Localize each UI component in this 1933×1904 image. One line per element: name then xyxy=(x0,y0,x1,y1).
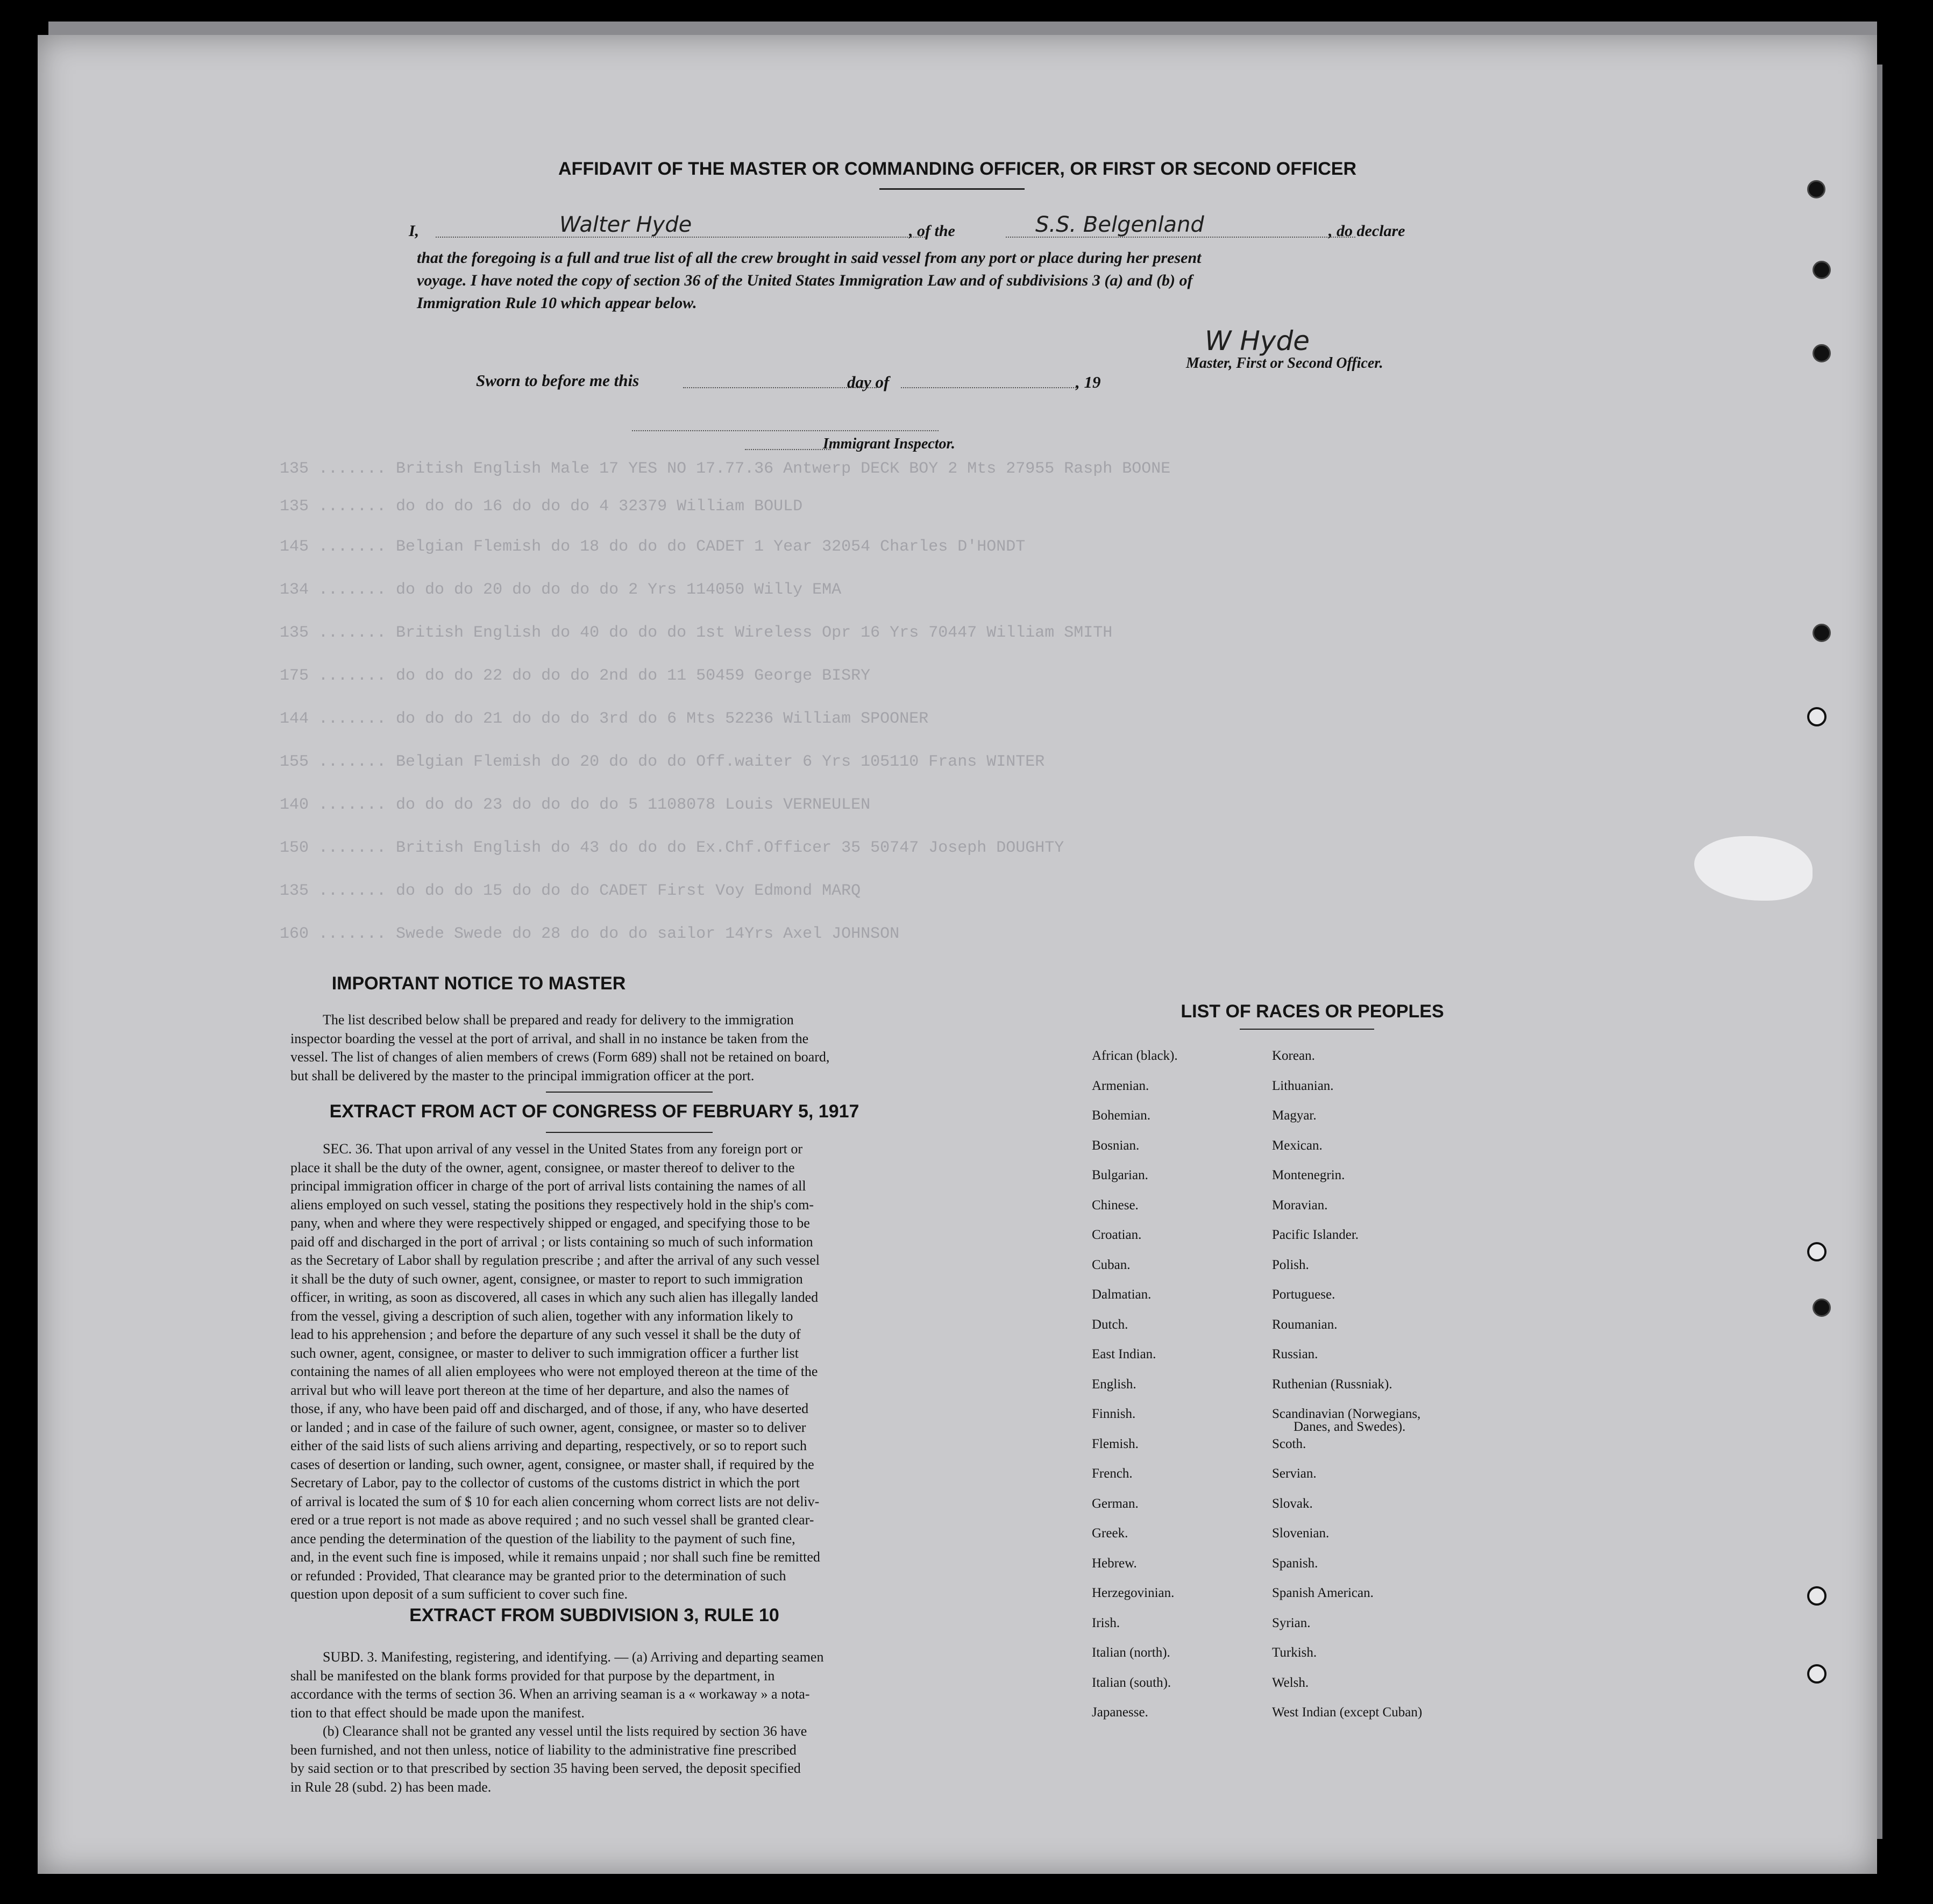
races-left-column xyxy=(1092,1049,1275,1735)
binder-hole xyxy=(1813,261,1831,279)
race-item: West Indian (except Cuban) xyxy=(1272,1705,1423,1720)
master-signature: W Hyde xyxy=(1205,325,1310,356)
race-item: Montenegrin. xyxy=(1272,1168,1345,1182)
extract-rule-title: EXTRACT FROM SUBDIVISION 3, RULE 10 xyxy=(409,1605,779,1625)
race-item: Hebrew. xyxy=(1092,1556,1137,1571)
document-page: 135 ....... British English Male 17 YES NO 17.77.36 Antwerp DECK BOY 2 Mts 27955 Rasph BOONE 135 ....... do do do 16 do do do 4 32379 William BOULD 145 ....... Belgian Flemish do 18 do do do CADET 1 Year 32054 Charles D'HONDT 134 ....... do do do 20 do do do do 2 Yrs 114050 Willy EMA 135 ....... British English do 40 do do do 1st Wireless Opr 16 Yrs 70447 William SMITH 175 ....... do do do 22 do do do 2nd do 11 50459 George BISRY 144 ....... do do do 21 do do do 3rd do 6 Mts 52236 William SPOONER 155 ....... Belgian Flemish do 20 do do do Off.waiter 6 Yrs 105110 Frans WINTER 140 ....... do do do 23 do do do do 5 1108078 Louis VERNEULEN 150 ....... British English do 43 do do do Ex.Chf.Officer 35 50747 Joseph DOUGHTY 135 ....... do do do 15 do do do CADET First Voy Edmond MARQ 160 ....... Swede Swede do 28 do do do sailor 14Yrs Axel JOHNSON AFFIDAVIT OF THE MASTER OR COMMANDING OFFICER, OR FIRST OR SECOND OFFICER I, Walter Hyde , of the S.S. Belgenland , do declare that the foregoing is a full and true list of all the crew brought in said vessel from any port or place during her present voyage. I have noted the copy of section 36 of the United States Immigration Law and of subdivisions 3 (a) and (b) of Immigration Rule 10 which appear below. W Hyde Master, First or Second Officer. Sworn to before me this day of , 19 Immigrant Inspector. IMPORTANT NOTICE TO MASTER The list described below shall be prepared and ready for delivery to the immigration inspector boarding the vessel at the port of arrival, and shall in no instance be taken from the vessel. The list of changes of alien members of crews (Form 689) shall not be retained on board, but shall be delivered by the master to the principal immigration officer at the port. EXTRACT FROM ACT OF CONGRESS OF FEBRUARY 5, 1917 SEC. 36. That upon arrival of any vessel in the United States from any foreign port or place it shall be the duty of the owner, agent, consignee, or master thereof to deliver to the principal immigration officer in charge of the port of arrival lists containing the names of all aliens employed on such vessel, stating the positions they respectively hold in the ship's com- pany, when and where they were respectively shipped or engaged, and specifying those to be paid off and discharged in the port of arrival ; or lists containing so much of such information as the Secretary of Labor shall by regulation prescribe ; and after the arrival of any such vessel it shall be the duty of such owner, agent, consignee, or master to report to such immigration officer, in writing, as soon as discovered, all cases in which any such alien has illegally landed from the vessel, giving a description of such alien, together with any information likely to lead to his apprehension ; and before the departure of any such vessel it shall be the duty of such owner, agent, consignee, or master to deliver to such immigration officer a further list containing the names of all alien employees who were not employed thereon at the time of the arrival but who will leave port thereon at the time of her departure, and also the names of those, if any, who have been paid off and discharged, and of those, if any, who have deserted or landed ; and in case of the failure of such owner, agent, consignee, or master so to deliver either of the said lists of such aliens arriving and departing, respectively, or so to report such cases of desertion or landing, such owner, agent, consignee, or master shall, if required by the Secretary of Labor, pay to the collector of customs of the customs district in which the port of arrival is located the sum of $ 10 for each alien concerning whom correct lists are not deliv- ered or a true report is not made as above required ; and no such vessel shall be granted clear- ance pending the determination of the question of the liability to the payment of such fine, and, in the event such fine is imposed, while it remains unpaid ; nor shall such fine be remitted or refunded : Provided, That clearance may be granted prior to the determination of such question upon deposit of a sum sufficient to cover such fine. EXTRACT FROM SUBDIVISION 3, RULE 10 SUBD. 3. Manifesting, registering, and identifying. — (a) Arriving and departing seamen shall be manifested on the blank forms provided for that purpose by the department, in accordance with the terms of section 36. When an arriving seaman is a « workaway » a nota- tion to that effect should be made upon the manifest. (b) Clearance shall not be granted any vessel until the lists required by section 36 have been furnished, and not then unless, notice of liability to the administrative fine prescribed by said section or to that prescribed by section 35 having been served, the deposit specified in Rule 28 (subd. 2) has been made. LIST OF RACES OR PEOPLES African (black). Armenian. Bohemian. Bosnian. Bulgarian. Chinese. Croatian. Cuban. Dalmatian. Dutch. East Indian. English. Finnish. Flemish. French. German. Greek. Hebrew. Herzegovinian. Irish. Italian (north). Italian (south). Japanesse. Korean. Lithuanian. Magyar. Mexican. Montenegrin. Moravian. Pacific Islander. Polish. Portuguese. Roumanian. Russian. Ruthenian (Russniak). Scandinavian (Norwegians, Danes, and Swedes). Scoth. Servian. Slovak. Slovenian. Spanish. Spanish American. Syrian. Turkish. Welsh. West Indian (except Cuban) xyxy=(38,35,1877,1874)
act-line: lead to his apprehension ; and before the departure of any such vessel it shall be the duty of xyxy=(290,1327,801,1342)
race-item: Cuban. xyxy=(1092,1257,1131,1272)
race-item: Russian. xyxy=(1272,1347,1318,1361)
act-line: such owner, agent, consignee, or master to deliver to such immigration officer a further list xyxy=(290,1345,799,1361)
notice-line: The list described below shall be prepared and ready for delivery to the immigration xyxy=(323,1012,794,1028)
divider xyxy=(1240,1029,1374,1030)
inspector-caption: Immigrant Inspector. xyxy=(823,436,955,452)
rule-line: (b) Clearance shall not be granted any vessel until the lists required by section 36 have xyxy=(323,1723,807,1739)
race-item: Croatian. xyxy=(1092,1228,1142,1242)
race-item: Servian. xyxy=(1272,1466,1317,1481)
affidavit-title: AFFIDAVIT OF THE MASTER OR COMMANDING OFFICER, OR FIRST OR SECOND OFFICER xyxy=(558,159,1356,179)
act-line: principal immigration officer in charge of the port of arrival lists containing the names of all xyxy=(290,1178,806,1194)
binder-hole xyxy=(1813,344,1831,362)
divider xyxy=(546,1132,713,1133)
race-item: Korean. xyxy=(1272,1049,1315,1063)
binder-hole xyxy=(1807,707,1827,726)
act-line: paid off and discharged in the port of arrival ; or lists containing so much of such information xyxy=(290,1233,813,1250)
race-item: Greek. xyxy=(1092,1526,1128,1541)
race-item xyxy=(1272,1407,1498,1437)
race-item: Lithuanian. xyxy=(1272,1078,1334,1093)
act-line: and, in the event such fine is imposed, while it remains unpaid ; nor shall such fine be remitted xyxy=(290,1549,820,1565)
race-item: Syrian. xyxy=(1272,1615,1311,1630)
extract-act-body xyxy=(290,1140,947,1604)
rule-line: been furnished, and not then unless, notice of liability to the administrative fine prescribed xyxy=(290,1742,797,1758)
act-line: question upon deposit of a sum sufficient to cover such fine. xyxy=(290,1586,628,1602)
race-item: Herzegovinian. xyxy=(1092,1586,1175,1600)
act-line: pany, when and where they were respectively shipped or engaged, and specifying those to be xyxy=(290,1215,810,1231)
rule-line: in Rule 28 (subd. 2) has been made. xyxy=(290,1779,492,1795)
vessel-name: S.S. Belgenland xyxy=(1035,212,1204,237)
rule-line: tion to that effect should be made upon the manifest. xyxy=(290,1705,585,1721)
important-notice-body xyxy=(290,1011,947,1085)
race-item: Italian (south). xyxy=(1092,1675,1171,1690)
race-item: African (black). xyxy=(1092,1049,1178,1063)
important-notice-title: IMPORTANT NOTICE TO MASTER xyxy=(331,973,626,994)
race-item: Turkish. xyxy=(1272,1645,1317,1660)
race-item: Finnish. xyxy=(1092,1407,1136,1421)
race-item: Irish. xyxy=(1092,1615,1120,1630)
race-item: Dutch. xyxy=(1092,1317,1128,1332)
race-item: Welsh. xyxy=(1272,1675,1309,1690)
act-line: of arrival is located the sum of $ 10 for each alien concerning whom correct lists are not deliv- xyxy=(290,1493,820,1509)
race-item: Chinese. xyxy=(1092,1197,1139,1213)
affidavit-line2: that the foregoing is a full and true list of all the crew brought in said vessel from any port or place during her present xyxy=(417,249,1202,267)
rule-line: shall be manifested on the blank forms provided for that purpose by the department, in xyxy=(290,1667,775,1684)
sworn-year-label: , 19 xyxy=(1076,373,1101,391)
affidavit-I: I, xyxy=(409,222,420,240)
do-declare-label: , do declare xyxy=(1328,222,1405,240)
race-item: Italian (north). xyxy=(1092,1645,1170,1660)
act-line: or refunded : Provided, That clearance may be granted prior to the determination of such xyxy=(290,1567,786,1584)
race-item: Portuguese. xyxy=(1272,1287,1335,1302)
race-item: German. xyxy=(1092,1496,1139,1511)
race-item: Magyar. xyxy=(1272,1108,1317,1123)
race-item: Flemish. xyxy=(1092,1436,1139,1451)
race-item: Polish. xyxy=(1272,1257,1309,1272)
rule-line: accordance with the terms of section 36. When an arriving seaman is a « workaway » a nota- xyxy=(290,1686,810,1702)
act-line: cases of desertion or landing, such owner, agent, consignee, or master shall, if required by the xyxy=(290,1456,814,1472)
race-item: Slovak. xyxy=(1272,1496,1313,1511)
act-line: as the Secretary of Labor shall by regulation prescribe ; and after the arrival of any such vessel xyxy=(290,1252,820,1268)
inspector-signature-line-2 xyxy=(745,449,831,450)
race-item: Bohemian. xyxy=(1092,1108,1151,1123)
act-line: either of the said lists of such aliens arriving and departing, respectively, or so to report such xyxy=(290,1438,807,1453)
binder-hole xyxy=(1807,180,1825,198)
act-line: those, if any, who have been paid off and discharged, and of those, if any, who have deserted xyxy=(290,1401,809,1416)
binder-hole xyxy=(1813,624,1831,642)
race-item: Slovenian. xyxy=(1272,1526,1330,1541)
notice-line: inspector boarding the vessel at the port of arrival, and shall in no instance be taken from the xyxy=(290,1030,809,1046)
signature-caption: Master, First or Second Officer. xyxy=(1186,355,1383,372)
race-item-continuation: Danes, and Swedes). xyxy=(1294,1420,1406,1434)
master-name: Walter Hyde xyxy=(559,212,692,237)
binder-hole xyxy=(1807,1242,1827,1261)
race-item: Ruthenian (Russniak). xyxy=(1272,1377,1392,1392)
inspector-signature-line xyxy=(632,430,939,431)
race-item: Japanesse. xyxy=(1092,1705,1148,1720)
race-item-text: Scandinavian (Norwegians, xyxy=(1272,1407,1421,1421)
act-line: from the vessel, giving a description of such alien, together with any information likely to xyxy=(290,1308,793,1324)
race-item: East Indian. xyxy=(1092,1347,1156,1361)
notice-line: vessel. The list of changes of alien members of crews (Form 689) shall not be retained on board, xyxy=(290,1049,830,1065)
race-item: Dalmatian. xyxy=(1092,1287,1152,1302)
rule-line: SUBD. 3. Manifesting, registering, and identifying. — (a) Arriving and departing seamen xyxy=(323,1649,824,1665)
binder-hole xyxy=(1813,1299,1831,1317)
notice-line: but shall be delivered by the master to the principal immigration officer at the port. xyxy=(290,1067,755,1083)
race-item: Spanish American. xyxy=(1272,1586,1374,1600)
of-the-label: , of the xyxy=(909,222,955,240)
binder-hole xyxy=(1807,1586,1827,1606)
race-item: Spanish. xyxy=(1272,1556,1318,1571)
race-item: Mexican. xyxy=(1272,1138,1323,1153)
act-line: ered or a true report is not made as above required ; and no such vessel shall be granted clear- xyxy=(290,1512,814,1528)
title-underline xyxy=(879,188,1025,190)
race-item: Scoth. xyxy=(1272,1436,1306,1451)
extract-rule-body xyxy=(290,1648,947,1796)
race-item: Moravian. xyxy=(1272,1197,1328,1213)
paper-damage xyxy=(1694,836,1813,901)
race-item: Pacific Islander. xyxy=(1272,1228,1359,1242)
binder-hole xyxy=(1807,1664,1827,1684)
act-line: ance pending the determination of the question of the liability to the payment of such fine, xyxy=(290,1530,795,1546)
affidavit-line3: voyage. I have noted the copy of section 36 of the United States Immigration Law and of subdivisions 3 (a) and (b) of xyxy=(417,272,1193,289)
act-line: officer, in writing, as soon as discovered, all cases in which any such alien has illegally landed xyxy=(290,1289,819,1305)
race-item: Armenian. xyxy=(1092,1078,1149,1093)
act-line: Secretary of Labor, pay to the collector of customs of the customs district in which the port xyxy=(290,1475,800,1491)
divider xyxy=(546,1092,713,1093)
sworn-month-line xyxy=(901,387,1078,388)
race-item: Roumanian. xyxy=(1272,1317,1338,1332)
extract-act-title: EXTRACT FROM ACT OF CONGRESS OF FEBRUARY 5, 1917 xyxy=(329,1101,859,1122)
race-item: French. xyxy=(1092,1466,1133,1481)
races-title: LIST OF RACES OR PEOPLES xyxy=(1181,1001,1444,1022)
race-item: Bulgarian. xyxy=(1092,1168,1148,1182)
rule-line: by said section or to that prescribed by section 35 having been served, the deposit specified xyxy=(290,1760,801,1776)
act-line: or landed ; and in case of the failure of such owner, agent, consignee, or master so to deliver xyxy=(290,1419,806,1435)
affidavit-line4: Immigration Rule 10 which appear below. xyxy=(417,294,697,312)
act-line: place it shall be the duty of the owner, agent, consignee, or master thereof to deliver to the xyxy=(290,1159,795,1175)
act-line: aliens employed on such vessel, stating the positions they respectively hold in the ship's com- xyxy=(290,1196,814,1213)
sworn-label: Sworn to before me this xyxy=(476,371,639,390)
day-of-label: day of xyxy=(847,373,890,391)
act-line: arrival but who will leave port thereon at the time of her departure, and also the names of xyxy=(290,1382,789,1398)
act-line: SEC. 36. That upon arrival of any vessel in the United States from any foreign port or xyxy=(323,1141,802,1157)
race-item: Bosnian. xyxy=(1092,1138,1140,1153)
act-line: containing the names of all alien employees who were not employed thereon at the time of the xyxy=(290,1364,818,1379)
race-item: English. xyxy=(1092,1377,1136,1392)
races-right-column xyxy=(1272,1049,1498,1735)
act-line: it shall be the duty of such owner, agent, consignee, or master to report to such immigration xyxy=(290,1271,803,1287)
